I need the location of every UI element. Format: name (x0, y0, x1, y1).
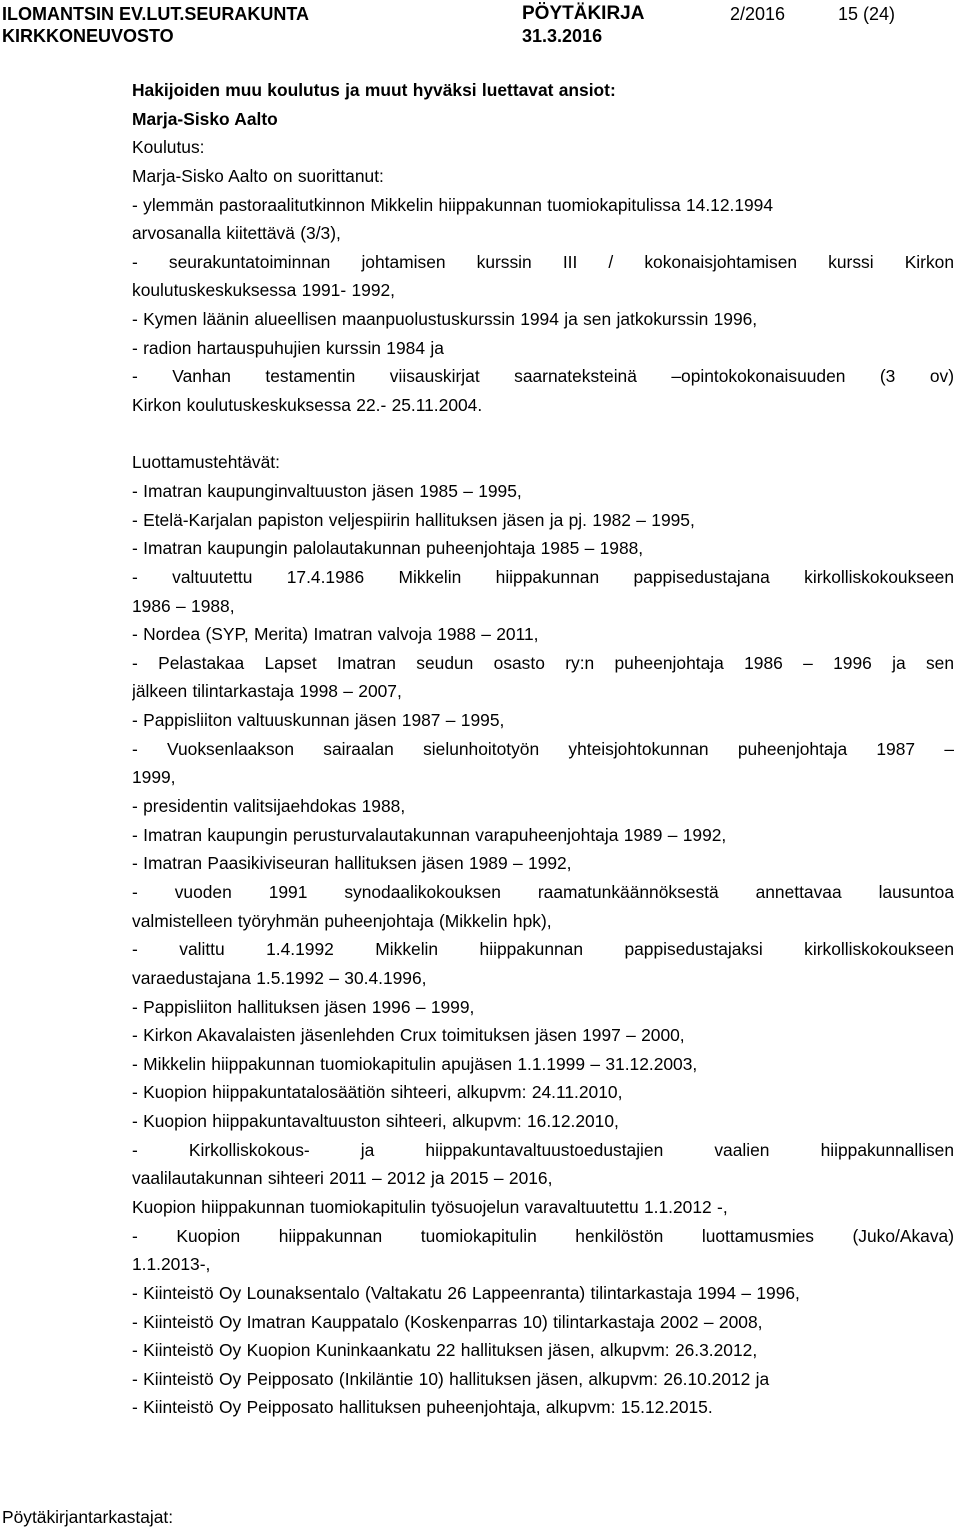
text-line: - Pappisliiton valtuuskunnan jäsen 1987 – 1995, (132, 710, 505, 731)
organization-name: ILOMANTSIN EV.LUT.SEURAKUNTA (2, 4, 310, 24)
text-line: Marja-Sisko Aalto on suorittanut: (132, 165, 384, 186)
section-heading: Hakijoiden muu koulutus ja muut hyväksi luettavat ansiot: (132, 80, 616, 100)
text-line: Kuopion hiippakunnan tuomiokapitulin työsuojelun varavaltuutettu 1.1.2012 -, (132, 1196, 728, 1217)
text-line: 1.1.2013-, (132, 1254, 211, 1275)
text-line: - Kuopion hiippakunnan tuomiokapitulin henkilöstön luottamusmies (Juko/Akava) (132, 1225, 954, 1246)
organization-unit: KIRKKONEUVOSTO (2, 26, 174, 46)
text-line: - Kuopion hiippakuntatalosäätiön sihteeri, alkupvm: 24.11.2010, (132, 1082, 623, 1103)
text-line: - Pelastakaa Lapset Imatran seudun osasto ry:n puheenjohtaja 1986 – 1996 ja sen (132, 652, 954, 673)
document-number: 2/2016 (730, 4, 786, 24)
text-line: - Imatran kaupungin palolautakunnan puheenjohtaja 1985 – 1988, (132, 538, 644, 559)
text-line: - valtuutettu 17.4.1986 Mikkelin hiippakunnan pappisedustajana kirkolliskokoukseen (132, 566, 954, 587)
text-line: - Kirkon Akavalaisten jäsenlehden Crux toimituksen jäsen 1997 – 2000, (132, 1025, 685, 1046)
text-line: - Kiinteistö Oy Kuopion Kuninkaankatu 22 hallituksen jäsen, alkupvm: 26.3.2012, (132, 1340, 758, 1361)
text-line: - radion hartauspuhujien kurssin 1984 ja (132, 337, 444, 358)
text-line: - Kiinteistö Oy Imatran Kauppatalo (Koskenparras 10) tilintarkastaja 2002 – 2008, (132, 1311, 763, 1332)
text-line: - seurakuntatoiminnan johtamisen kurssin III / kokonaisjohtamisen kurssi Kirkon (132, 251, 954, 272)
text-line: - Kiinteistö Oy Peipposato (Inkiläntie 10) hallituksen jäsen, alkupvm: 26.10.2012 ja (132, 1368, 770, 1389)
text-line: - Vuoksenlaakson sairaalan sielunhoitotyön yhteisjohtokunnan puheenjohtaja 1987 – (132, 738, 954, 759)
text-line: vaalilautakunnan sihteeri 2011 – 2012 ja 2015 – 2016, (132, 1168, 553, 1189)
text-line: - Vanhan testamentin viisauskirjat saarnateksteinä –opintokokonaisuuden (3 ov) (132, 366, 954, 387)
document-type: PÖYTÄKIRJA (522, 3, 645, 24)
document-body (132, 76, 954, 1422)
page-header (0, 0, 960, 50)
text-line: Kirkon koulutuskeskuksessa 22.- 25.11.2004. (132, 395, 483, 416)
text-line: Luottamustehtävät: (132, 452, 280, 473)
text-line: - Imatran Paasikiviseuran hallituksen jäsen 1989 – 1992, (132, 853, 572, 874)
text-line: - presidentin valitsijaehdokas 1988, (132, 796, 406, 817)
minutes-checkers-label: Pöytäkirjantarkastajat: (2, 1507, 174, 1527)
text-line: - Pappisliiton hallituksen jäsen 1996 – 1999, (132, 996, 475, 1017)
document-date: 31.3.2016 (522, 26, 603, 46)
text-line: 1986 – 1988, (132, 595, 235, 616)
text-line: - Kiinteistö Oy Peipposato hallituksen puheenjohtaja, alkupvm: 15.12.2015. (132, 1397, 713, 1418)
text-line: - Kirkolliskokous- ja hiippakuntavaltuustoedustajien vaalien hiippakunnallisen (132, 1139, 954, 1160)
text-line: varaedustajana 1.5.1992 – 30.4.1996, (132, 967, 427, 988)
text-line: - Nordea (SYP, Merita) Imatran valvoja 1988 – 2011, (132, 624, 539, 645)
text-line: 1999, (132, 767, 176, 788)
text-line: - Imatran kaupungin perusturvalautakunnan varapuheenjohtaja 1989 – 1992, (132, 824, 727, 845)
text-line: - Imatran kaupunginvaltuuston jäsen 1985 – 1995, (132, 480, 522, 501)
text-line: jälkeen tilintarkastaja 1998 – 2007, (132, 681, 402, 702)
section-heading: Marja-Sisko Aalto (132, 108, 278, 129)
text-line: - vuoden 1991 synodaalikokouksen raamatunkäännöksestä annettavaa lausuntoa (132, 881, 954, 902)
text-line: - Mikkelin hiippakunnan tuomiokapitulin apujäsen 1.1.1999 – 31.12.2003, (132, 1053, 698, 1074)
text-line: - ylemmän pastoraalitutkinnon Mikkelin hiippakunnan tuomiokapitulissa 14.12.1994 (132, 194, 774, 215)
text-line: - valittu 1.4.1992 Mikkelin hiippakunnan pappisedustajaksi kirkolliskokoukseen (132, 939, 954, 960)
text-line: - Etelä-Karjalan papiston veljespiirin hallituksen jäsen ja pj. 1982 – 1995, (132, 509, 695, 530)
text-line: - Kiinteistö Oy Lounaksentalo (Valtakatu 26 Lappeenranta) tilintarkastaja 1994 – 1996, (132, 1282, 800, 1303)
text-line: koulutuskeskuksessa 1991- 1992, (132, 280, 395, 301)
text-line: valmistelleen työryhmän puheenjohtaja (Mikkelin hpk), (132, 910, 552, 931)
text-line: - Kuopion hiippakuntavaltuuston sihteeri, alkupvm: 16.12.2010, (132, 1111, 619, 1132)
page-number: 15 (24) (838, 4, 896, 24)
text-line: Koulutus: (132, 137, 205, 158)
blank-line (132, 420, 954, 449)
text-line: arvosanalla kiitettävä (3/3), (132, 223, 341, 244)
text-line: - Kymen läänin alueellisen maanpuolustuskurssin 1994 ja sen jatkokurssin 1996, (132, 309, 758, 330)
